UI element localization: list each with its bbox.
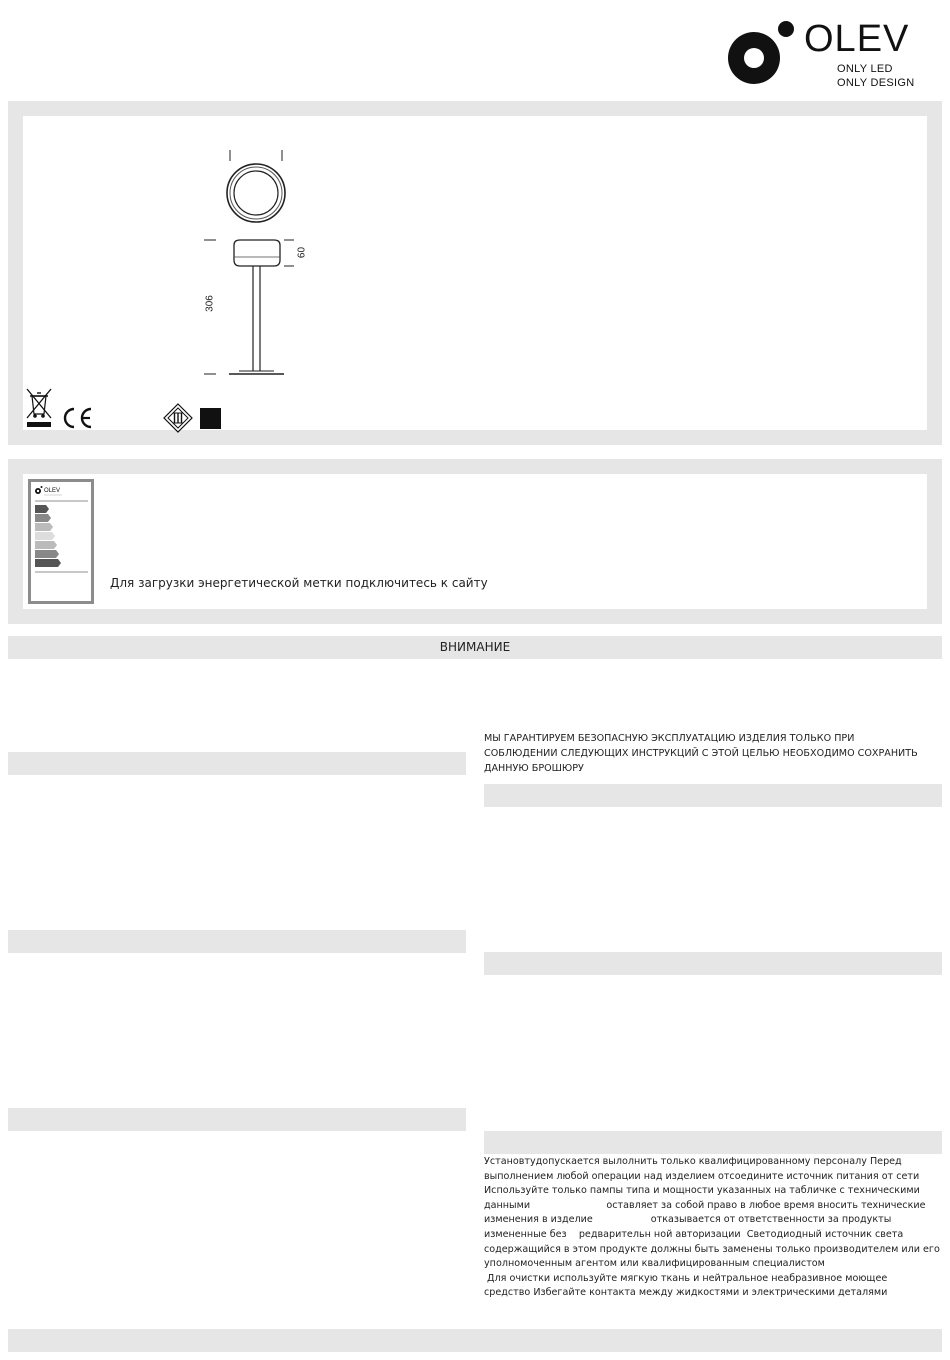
energy-download-text: Для загрузки энергетической метки подключитесь к сайту [110,576,488,590]
black-square-icon [200,408,221,429]
left-section-bar-3 [8,1108,466,1131]
instruction-line: Используйте только пампы типа и мощности указанных на табличке с техническими [484,1185,920,1197]
left-section-bar-2 [8,930,466,953]
right-section-bar-3 [484,1131,942,1154]
logo-wordmark: OLEV [804,18,910,60]
energy-label-brand: OLEV [44,488,61,494]
instruction-line: Установтудопускается вылолнить только квалифицированному персоналу Перед [484,1156,902,1167]
logo-tagline-2: ONLY DESIGN [837,77,915,89]
instruction-line: измененные без редварительн ной авторизации Светодиодный источник света [484,1228,904,1240]
lamp-technical-drawing [195,145,315,380]
energy-label-thumbnail [28,479,94,604]
instruction-line: Для очистки используйте мягкую ткань и нейтральное неабразивное моющее [484,1272,888,1284]
dimension-head-height: 60 [296,246,308,259]
installation-instructions [484,1155,944,1301]
guarantee-line: СОБЛЮДЕНИИ СЛЕДУЮЩИХ ИНСТРУКЦИЙ С ЭТОЙ ЦЕЛЬЮ НЕОБХОДИМО СОХРАНИТЬ [484,748,918,759]
guarantee-text [484,731,944,776]
olev-logo [724,18,924,93]
instruction-line: содержащийся в этом продукте должны быть заменены только производителем или его [484,1243,940,1255]
instruction-line: средство Избегайте контакта между жидкостями и электрическими деталями [484,1287,888,1299]
dimension-total-height: 306 [204,295,216,312]
right-section-bar-1 [484,784,942,807]
attention-title: ВНИМАНИЕ [439,640,511,654]
weee-bin-icon [24,386,54,428]
ce-mark-icon [60,406,94,430]
footer-bar [8,1329,942,1352]
instruction-line: уполномоченным агентом или квалифицированным специалистом [484,1258,825,1270]
logo-mark-icon [724,20,800,90]
instruction-line: данными оставляет за собой право в любое время вносить технические [484,1199,926,1211]
logo-tagline-1: ONLY LED [837,63,893,75]
instruction-line: выполнением любой операции над изделием отсоедините источник питания от сети [484,1170,920,1182]
guarantee-line: МЫ ГАРАНТИРУЕМ БЕЗОПАСНУЮ ЭКСПЛУАТАЦИЮ ИЗДЕЛИЯ ТОЛЬКО ПРИ [484,733,855,744]
class-iii-icon [163,403,193,433]
energy-label-graphic-icon [34,484,90,594]
left-section-bar-1 [8,752,466,775]
guarantee-line: ДАННУЮ БРОШЮРУ [484,763,584,774]
drawing-panel [23,116,927,430]
right-section-bar-2 [484,952,942,975]
instruction-line: изменения в изделие отказывается от ответственности за продукты [484,1214,892,1226]
